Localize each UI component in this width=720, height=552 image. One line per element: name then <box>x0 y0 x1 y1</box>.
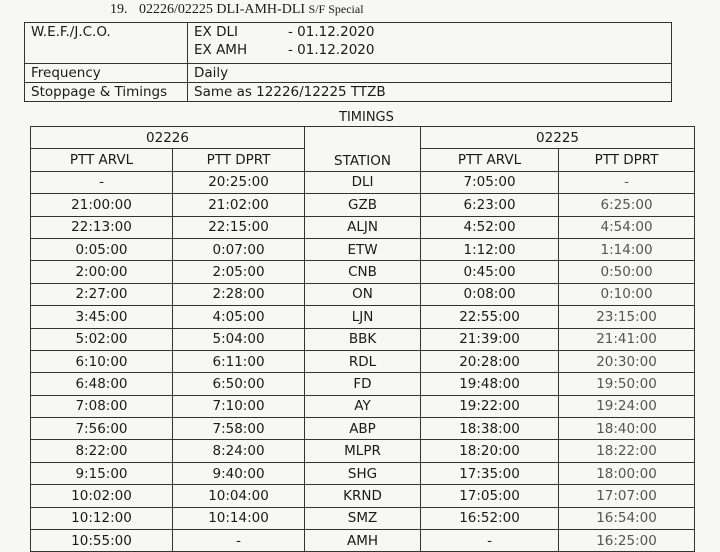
station-cell: RDL <box>305 350 421 372</box>
left-arvl-cell: 9:15:00 <box>31 462 173 484</box>
train-header-row <box>31 127 695 149</box>
ex-amh-value: - 01.12.2020 <box>288 42 375 58</box>
left-dprt-cell: 5:04:00 <box>173 328 305 350</box>
right-dprt-cell: 16:54:00 <box>559 507 695 529</box>
timings-caption: TIMINGS <box>339 110 394 125</box>
right-dprt-cell: 19:24:00 <box>559 395 695 417</box>
train-right-header: 02225 <box>421 127 695 149</box>
left-dprt-header: PTT DPRT <box>173 149 305 171</box>
left-arvl-cell: 10:12:00 <box>31 507 173 529</box>
station-cell: GZB <box>305 194 421 216</box>
right-dprt-cell: 0:50:00 <box>559 261 695 283</box>
station-cell: ABP <box>305 418 421 440</box>
table-row <box>31 485 695 507</box>
left-arvl-header: PTT ARVL <box>31 149 173 171</box>
ex-dli-value: - 01.12.2020 <box>288 24 375 40</box>
right-arvl-header: PTT ARVL <box>421 149 559 171</box>
right-dprt-cell: 6:25:00 <box>559 194 695 216</box>
right-arvl-cell: 17:05:00 <box>421 485 559 507</box>
left-arvl-cell: 6:10:00 <box>31 350 173 372</box>
right-arvl-cell: 1:12:00 <box>421 238 559 260</box>
stoppage-value: Same as 12226/12225 TTZB <box>188 83 672 102</box>
table-row <box>31 283 695 305</box>
station-cell: AY <box>305 395 421 417</box>
train-type: S/F Special <box>308 2 364 16</box>
right-dprt-cell: 1:14:00 <box>559 238 695 260</box>
table-row <box>31 507 695 529</box>
station-cell: BBK <box>305 328 421 350</box>
left-arvl-cell: 2:27:00 <box>31 283 173 305</box>
right-arvl-cell: 16:52:00 <box>421 507 559 529</box>
item-number: 19. <box>110 2 128 17</box>
right-arvl-cell: 4:52:00 <box>421 216 559 238</box>
right-arvl-cell: 0:08:00 <box>421 283 559 305</box>
wef-values <box>188 23 672 64</box>
table-row <box>31 462 695 484</box>
train-numbers: 02226/02225 <box>139 2 213 17</box>
right-arvl-cell: 17:35:00 <box>421 462 559 484</box>
frequency-value: Daily <box>188 64 672 83</box>
right-dprt-cell: 18:40:00 <box>559 418 695 440</box>
table-row <box>31 395 695 417</box>
right-arvl-cell: 20:28:00 <box>421 350 559 372</box>
right-dprt-header: PTT DPRT <box>559 149 695 171</box>
left-dprt-cell: 6:11:00 <box>173 350 305 372</box>
left-dprt-cell: 7:58:00 <box>173 418 305 440</box>
left-dprt-cell: 10:04:00 <box>173 485 305 507</box>
left-dprt-cell: 21:02:00 <box>173 194 305 216</box>
left-arvl-cell: 10:55:00 <box>31 530 173 552</box>
table-row <box>31 171 695 193</box>
train-route: DLI-AMH-DLI <box>216 2 306 17</box>
table-row <box>31 194 695 216</box>
left-arvl-cell: 21:00:00 <box>31 194 173 216</box>
document-heading <box>110 2 364 18</box>
table-row <box>31 261 695 283</box>
right-dprt-cell: - <box>559 171 695 193</box>
right-arvl-cell: 21:39:00 <box>421 328 559 350</box>
left-arvl-cell: - <box>31 171 173 193</box>
station-cell: FD <box>305 373 421 395</box>
station-cell: DLI <box>305 171 421 193</box>
stoppage-label: Stoppage & Timings <box>25 83 188 102</box>
right-dprt-cell: 19:50:00 <box>559 373 695 395</box>
table-row <box>31 328 695 350</box>
right-dprt-cell: 18:22:00 <box>559 440 695 462</box>
train-left-header: 02226 <box>31 127 305 149</box>
left-dprt-cell: 2:05:00 <box>173 261 305 283</box>
left-arvl-cell: 8:22:00 <box>31 440 173 462</box>
left-arvl-cell: 2:00:00 <box>31 261 173 283</box>
left-dprt-cell: 4:05:00 <box>173 306 305 328</box>
timings-table <box>30 126 695 552</box>
right-dprt-cell: 16:25:00 <box>559 530 695 552</box>
wef-row <box>25 23 672 64</box>
right-arvl-cell: - <box>421 530 559 552</box>
left-arvl-cell: 10:02:00 <box>31 485 173 507</box>
station-cell: KRND <box>305 485 421 507</box>
left-arvl-cell: 3:45:00 <box>31 306 173 328</box>
right-arvl-cell: 0:45:00 <box>421 261 559 283</box>
left-arvl-cell: 5:02:00 <box>31 328 173 350</box>
timing-rows <box>31 171 695 552</box>
left-arvl-cell: 6:48:00 <box>31 373 173 395</box>
right-arvl-cell: 6:23:00 <box>421 194 559 216</box>
left-arvl-cell: 7:08:00 <box>31 395 173 417</box>
right-arvl-cell: 19:22:00 <box>421 395 559 417</box>
right-arvl-cell: 18:38:00 <box>421 418 559 440</box>
right-dprt-cell: 18:00:00 <box>559 462 695 484</box>
info-table <box>24 22 672 102</box>
ex-amh-label: EX AMH <box>194 42 248 58</box>
left-dprt-cell: 9:40:00 <box>173 462 305 484</box>
left-dprt-cell: 8:24:00 <box>173 440 305 462</box>
table-row <box>31 530 695 552</box>
station-cell: MLPR <box>305 440 421 462</box>
left-dprt-cell: 20:25:00 <box>173 171 305 193</box>
right-dprt-cell: 20:30:00 <box>559 350 695 372</box>
left-dprt-cell: 0:07:00 <box>173 238 305 260</box>
right-arvl-cell: 22:55:00 <box>421 306 559 328</box>
table-row <box>31 216 695 238</box>
right-dprt-cell: 4:54:00 <box>559 216 695 238</box>
wef-label: W.E.F./J.C.O. <box>25 23 188 64</box>
right-dprt-cell: 21:41:00 <box>559 328 695 350</box>
left-arvl-cell: 22:13:00 <box>31 216 173 238</box>
table-row <box>31 350 695 372</box>
stoppage-row <box>25 83 672 102</box>
right-arvl-cell: 18:20:00 <box>421 440 559 462</box>
table-row <box>31 440 695 462</box>
left-arvl-cell: 7:56:00 <box>31 418 173 440</box>
ex-amh-line <box>194 41 665 59</box>
left-dprt-cell: 22:15:00 <box>173 216 305 238</box>
ex-dli-line <box>194 23 665 41</box>
station-cell: ETW <box>305 238 421 260</box>
table-row <box>31 306 695 328</box>
station-cell: CNB <box>305 261 421 283</box>
table-row <box>31 418 695 440</box>
left-dprt-cell: 2:28:00 <box>173 283 305 305</box>
left-dprt-cell: - <box>173 530 305 552</box>
right-arvl-cell: 19:48:00 <box>421 373 559 395</box>
table-row <box>31 238 695 260</box>
station-cell: ON <box>305 283 421 305</box>
station-cell: SHG <box>305 462 421 484</box>
station-cell: ALJN <box>305 216 421 238</box>
frequency-label: Frequency <box>25 64 188 83</box>
right-dprt-cell: 23:15:00 <box>559 306 695 328</box>
left-dprt-cell: 10:14:00 <box>173 507 305 529</box>
station-header: STATION <box>305 127 421 172</box>
right-dprt-cell: 0:10:00 <box>559 283 695 305</box>
station-cell: LJN <box>305 306 421 328</box>
table-row <box>31 373 695 395</box>
station-cell: AMH <box>305 530 421 552</box>
left-dprt-cell: 7:10:00 <box>173 395 305 417</box>
right-arvl-cell: 7:05:00 <box>421 171 559 193</box>
station-cell: SMZ <box>305 507 421 529</box>
frequency-row <box>25 64 672 83</box>
right-dprt-cell: 17:07:00 <box>559 485 695 507</box>
left-dprt-cell: 6:50:00 <box>173 373 305 395</box>
ex-dli-label: EX DLI <box>194 24 238 40</box>
left-arvl-cell: 0:05:00 <box>31 238 173 260</box>
